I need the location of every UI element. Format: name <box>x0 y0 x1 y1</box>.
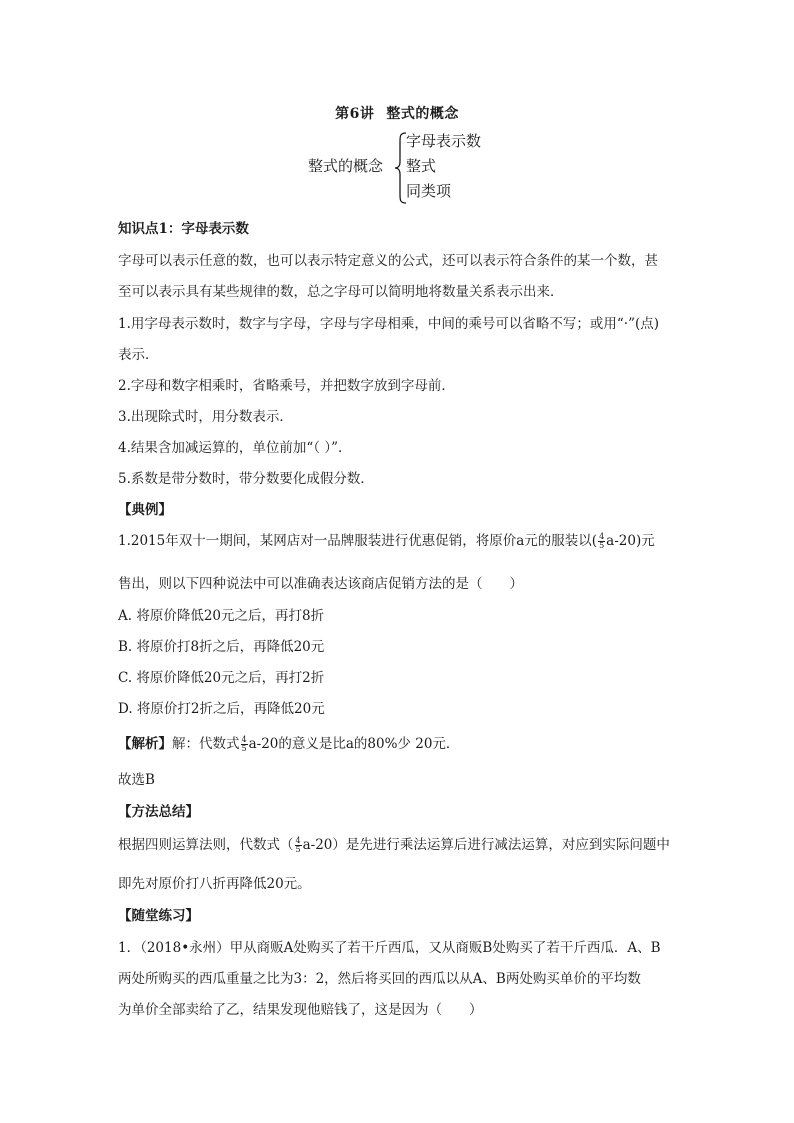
conclusion-line: 故选B <box>118 772 155 788</box>
paragraph-line: 至可以表示具有某些规律的数，总之字母可以简明地将数量关系表示出来． <box>118 284 564 300</box>
rule-line: 4.结果含加减运算的，单位前加“（ ）”． <box>118 440 352 456</box>
lecture-topic: 整式的概念 <box>386 106 459 122</box>
option-c: C. 将原价降低20元之后，再打2折 <box>118 670 325 686</box>
lecture-number: 第6讲 <box>335 106 375 122</box>
option-b: B. 将原价打8折之后，再降低20元 <box>118 639 325 655</box>
rule-line: 3.出现除式时，用分数表示． <box>118 409 293 425</box>
paragraph-line: 字母可以表示任意的数，也可以表示特定意义的公式，还可以表示符合条件的某一个数，甚 <box>118 253 658 269</box>
practice-line: 为单价全部卖给了乙，结果发现他赔钱了，这是因为（ ） <box>118 1002 483 1018</box>
example-question: 1.2015年双十一期间，某网店对一品牌服装进行优惠促销，将原价a元的服装以( $\frac{4}{5}$ a-20)元 <box>118 532 655 550</box>
fraction: $\frac{4}{5}$ <box>599 532 605 550</box>
section-heading-kp1: 知识点1：字母表示数 <box>118 221 249 237</box>
page-title <box>0 103 794 123</box>
analysis-line: 【解析】解：代数式 $\frac{4}{5}$ a-20的意义是比a的80%少 20元． <box>118 735 460 753</box>
concept-branch: 整式 <box>406 157 437 175</box>
concept-branch: 同类项 <box>406 182 452 200</box>
option-d: D. 将原价打2折之后，再降低20元 <box>118 701 325 717</box>
section-heading-example: 【典例】 <box>118 502 172 518</box>
practice-line: 1．（2018•永州）甲从商贩A处购买了若干斤西瓜，又从商贩B处购买了若干斤西瓜．A、B <box>118 940 661 956</box>
rule-line: 表示． <box>118 347 159 363</box>
section-heading-method: 【方法总结】 <box>118 804 199 820</box>
concept-root: 整式的概念 <box>308 157 384 175</box>
concept-branch: 字母表示数 <box>406 132 482 150</box>
option-a: A. 将原价降低20元之后，再打8折 <box>118 608 325 624</box>
fraction: $\frac{4}{5}$ <box>241 735 247 753</box>
rule-line: 2.字母和数字相乘时，省略乘号，并把数字放到字母前． <box>118 378 455 394</box>
fraction: $\frac{4}{5}$ <box>295 836 301 854</box>
example-question: 售出，则以下四种说法中可以准确表达该商店促销方法的是（ ） <box>118 576 523 592</box>
practice-line: 两处所购买的西瓜重量之比为3：2，然后将买回的西瓜以从A、B两处购买单价的平均数 <box>118 971 641 987</box>
rule-line: 1.用字母表示数时，数字与字母，字母与字母相乘，中间的乘号可以省略不写；或用“·”(点) <box>118 316 660 332</box>
method-line: 根据四则运算法则，代数式（ $\frac{4}{5}$ a-20）是先进行乘法运算后进行减法运算，对应到实际问题中 <box>118 836 670 854</box>
section-heading-practice: 【随堂练习】 <box>118 908 199 924</box>
method-line: 即先对原价打八折再降低20元。 <box>118 876 311 892</box>
rule-line: 5.系数是带分数时，带分数要化成假分数． <box>118 471 374 487</box>
